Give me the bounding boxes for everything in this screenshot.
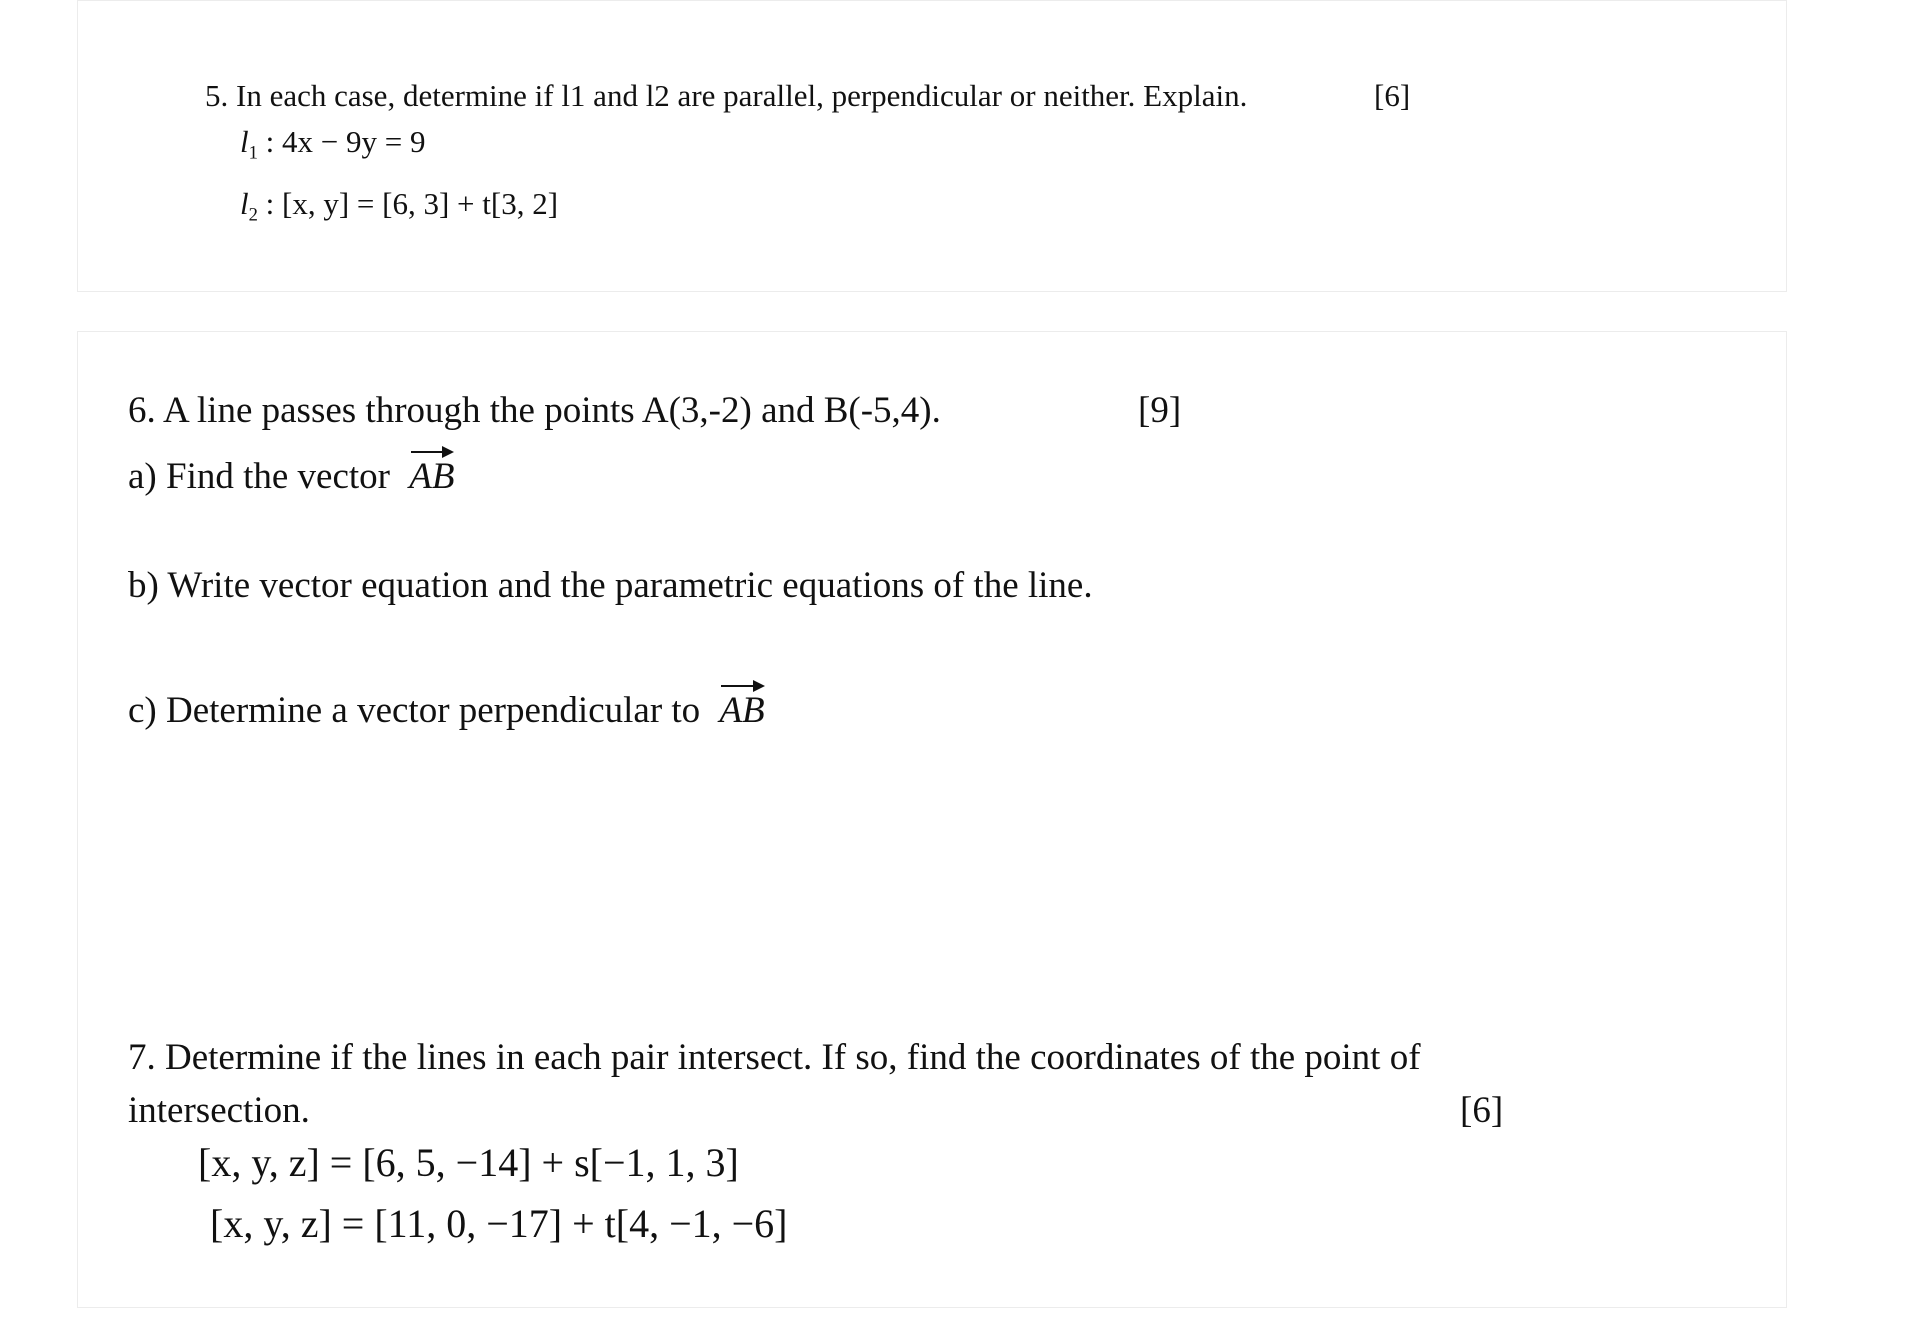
q7-prompt-line1: 7. Determine if the lines in each pair intersect. If so, find the coordinates of the point of: [128, 1037, 1421, 1078]
q5-line1-name: l: [240, 124, 249, 159]
q5-line1: [240, 124, 426, 164]
q7-prompt-line2: intersection.: [128, 1090, 310, 1131]
q5-marks: [6]: [1374, 78, 1411, 113]
q6-part-a: [128, 458, 454, 495]
q5-line1-equation: : 4x − 9y = 9: [265, 124, 426, 159]
q6-part-b: b) Write vector equation and the parametric equations of the line.: [128, 565, 1093, 606]
q5-line2-name: l: [240, 186, 249, 221]
q6-part-a-text: a) Find the vector: [128, 456, 390, 497]
q7-equation-2: [x, y, z] = [11, 0, −17] + t[4, −1, −6]: [210, 1201, 788, 1246]
q7-marks: [6]: [1460, 1090, 1504, 1131]
q5-line1-sub: 1: [248, 142, 258, 164]
vector-ab-a: AB: [409, 456, 455, 497]
q6-part-c: [128, 692, 765, 729]
q7-equation-1: [x, y, z] = [6, 5, −14] + s[−1, 1, 3]: [198, 1140, 739, 1185]
q6-marks: [9]: [1138, 390, 1182, 431]
vector-ab-c: AB: [719, 690, 765, 731]
q5-line2: [240, 186, 559, 226]
q5-line2-sub: 2: [248, 204, 258, 226]
q5-line2-equation: : [x, y] = [6, 3] + t[3, 2]: [265, 186, 559, 221]
q6-prompt: 6. A line passes through the points A(3,-2) and B(-5,4).: [128, 390, 941, 431]
q6-part-c-text: c) Determine a vector perpendicular to: [128, 690, 701, 731]
q5-prompt: 5. In each case, determine if l1 and l2 are parallel, perpendicular or neither. Explain.: [205, 78, 1248, 113]
